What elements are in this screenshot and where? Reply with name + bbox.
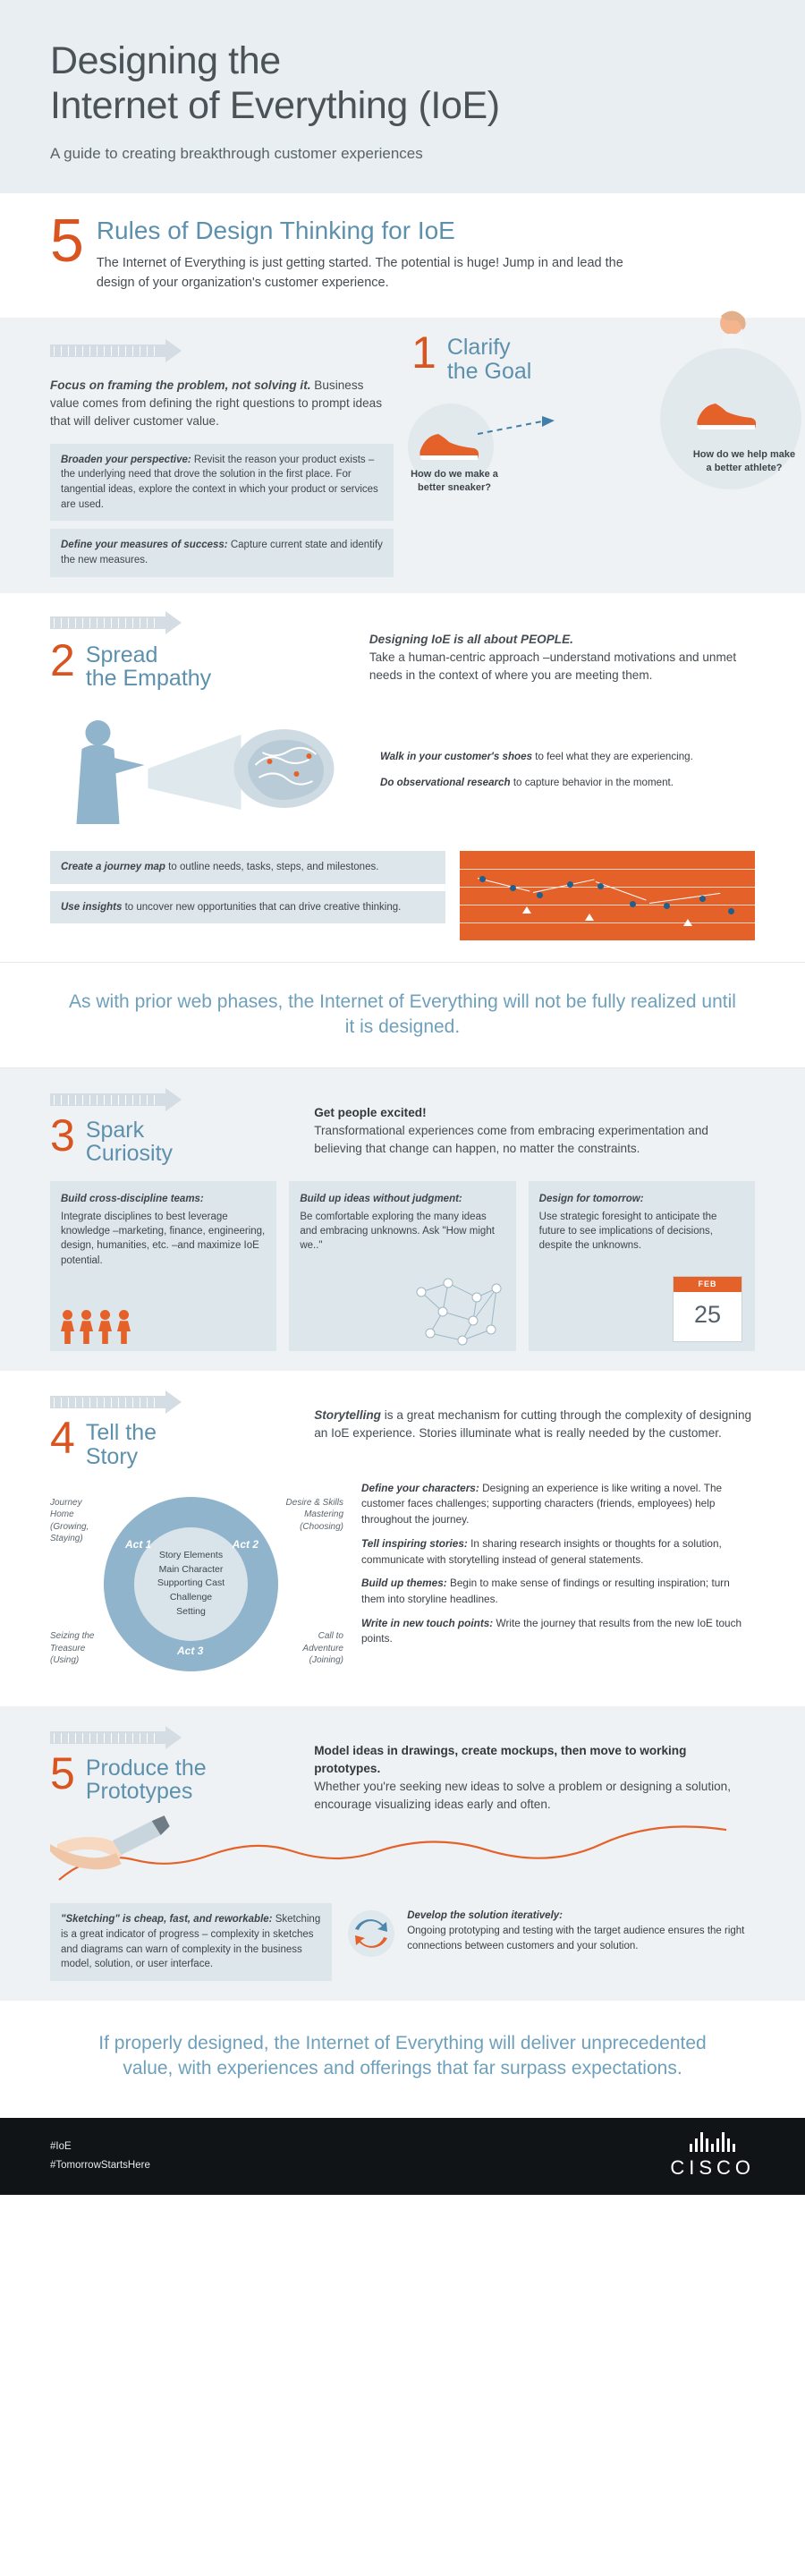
rule-3-lead-bold: Get people excited! [314,1105,427,1119]
sketching-hand-illustration [50,1814,755,1896]
rule-1-box-2-head: Define your measures of success: [61,540,228,551]
intro-body: The Internet of Everything is just getting started. The potential is huge! Jump in and lead the design of your organization's customer experience. [96,255,623,290]
page-footer [0,2118,805,2195]
ruler-icon-2 [50,611,184,634]
rule-5-number: 5 [50,1747,75,1798]
rule-3-number: 3 [50,1109,75,1160]
arrow-icon [478,416,560,443]
iterate-cycle-icon [346,1909,396,1959]
middle-quote: As with prior web phases, the Internet of Everything will not be fully realized until it is designed. [0,963,805,1067]
rule-2-box-2: Use insights to uncover new opportunities that can drive creative thinking. [50,891,445,924]
rule-1-box-2 [50,529,394,576]
sneaker-icon-right [694,395,758,430]
sneaker-icon-left [417,425,481,461]
rule-5-title-line-1: Produce the [85,1755,207,1781]
rule-4-title [86,1421,157,1468]
wheel-label-desire-skills: Desire & Skills Mastering (Choosing) [285,1497,343,1532]
rule-3-card-1: Build cross-discipline teams: Integrate disciplines to best leverage knowledge –marketing, finance, engineering, design, humanities, etc. –and maximize IoE potential. [50,1181,276,1351]
rule-1-box-1-head: Broaden your perspective: [61,454,191,465]
rule-4-title-line-1: Tell the [85,1420,157,1446]
rule-5-box-2: Develop the solution iteratively: Ongoing prototyping and testing with the target audience ensures the right connections between customers and your solution. [407,1910,745,1951]
rule-5-title-line-2: Prototypes [85,1779,193,1805]
rule-1-box-2-text: Capture current state and identify the new measures. [61,540,383,565]
rule-1-title-line-2: the Goal [446,358,532,384]
cisco-wordmark: CISCO [670,2156,755,2180]
rule-1-box-1-text: Revisit the reason your product exists – the underlying need that drove the solution in the first place. For tangential ideas, explore the context in which your product or services are used. [61,454,378,510]
story-act-1: Act 1 [125,1537,152,1551]
rule-4-point-4: Write in new touch points: Write the journey that results from the new IoE touch points. [361,1616,742,1645]
rule-2-section [0,593,805,963]
rule-1-box-1 [50,444,394,522]
cisco-bars-icon [670,2132,755,2152]
rule-5-box-1: "Sketching" is cheap, fast, and reworkable: Sketching is a great indicator of progress – complexity in sketches and diagrams can warn of complexity in the business model, solution, or user interface. [50,1903,332,1981]
rule-4-lead-rest: is a great mechanism for cutting through the complexity of designing an IoE experience. Stories illuminate what is really needed by the customer. [314,1408,752,1441]
rule-3-title [86,1118,173,1166]
page-title [50,39,755,129]
rule-1-caption-left: How do we make a better sneaker? [411,469,498,494]
calendar-month: FEB [674,1277,741,1292]
ruler-icon [50,339,184,362]
wheel-label-journey-home: Journey Home (Growing, Staying) [50,1497,89,1544]
page-title-line-1: Designing the [50,39,281,82]
journey-map-chart [460,851,755,940]
ruler-icon-4 [50,1390,184,1414]
rule-4-points [361,1481,755,1687]
rule-5-lead-bold: Model ideas in drawings, create mockups, then move to working prototypes. [314,1743,687,1775]
rule-4-title-line-2: Story [85,1443,139,1469]
people-icons [61,1310,131,1344]
rule-1-title-line-1: Clarify [446,335,511,361]
rule-1-lead-bold: Focus on framing the problem, not solving it. [50,378,311,393]
rule-4-point-1: Define your characters: Designing an experience is like writing a novel. The customer faces challenges; supporting characters (friends, employees) help throughout the journey. [361,1481,723,1526]
intro-number: 5 [50,206,84,275]
rule-2-title-line-1: Spread [85,642,158,667]
story-wheel [50,1481,345,1687]
rule-2-title-line-2: the Empathy [85,665,212,691]
ruler-icon-5 [50,1726,184,1749]
rule-1-lead-rest: Business value comes from defining the right questions to prompt ideas that will deliver customer value. [50,378,383,429]
intro-title: Rules of Design Thinking for IoE [96,216,455,244]
intro-section [0,193,805,319]
story-act-2: Act 2 [232,1537,258,1551]
page-header [0,0,805,193]
rule-2-lead-bold: Designing IoE is all about PEOPLE. [369,632,573,646]
rule-1-caption-right: How do we help make a better athlete? [692,449,796,474]
rule-2-note-1: Walk in your customer's shoes to feel what they are experiencing. [379,750,693,762]
network-nodes-icon [403,1274,511,1348]
rule-5-title [86,1756,207,1804]
rule-2-note-2: Do observational research to capture behavior in the moment. [379,777,674,789]
rule-1-section [0,318,805,592]
hashtag-1: #IoE [50,2140,72,2152]
calendar-day: 25 [693,1301,721,1329]
rule-4-section [0,1371,805,1706]
rule-3-card-2: Build up ideas without judgment: Be comfortable exploring the many ideas and embracing unknowns. Ask "How might we.." [289,1181,515,1351]
calendar-icon [673,1276,742,1342]
rule-3-title-line-2: Curiosity [85,1141,174,1167]
rule-3-card-3: Design for tomorrow: Use strategic foresight to anticipate the future to see implications of decisions, despite the unknowns. FEB 25 [529,1181,755,1351]
rule-1-title [447,336,532,383]
page-subtitle: A guide to creating breakthrough customer experiences [50,144,423,162]
rule-2-number: 2 [50,634,75,685]
wheel-label-seizing-treasure: Seizing the Treasure (Using) [50,1631,95,1666]
rule-2-lead-rest: Take a human-centric approach –understand motivations and unmet needs in the context of where you are meeting them. [369,650,737,682]
hashtag-2: #TomorrowStartsHere [50,2159,150,2171]
observer-illustration [50,702,369,837]
story-wheel-center: Story Elements Main Character Supporting Cast Challenge Setting [134,1527,248,1641]
rule-3-title-line-1: Spark [85,1117,145,1143]
rule-5-section [0,1706,805,2001]
hashtags [50,2138,150,2174]
rule-4-number: 4 [50,1413,75,1464]
rule-4-point-3: Build up themes: Begin to make sense of findings or resulting inspiration; turn them into storyline headlines. [361,1577,730,1605]
rule-4-lead-bold: Storytelling [314,1408,381,1423]
story-act-3: Act 3 [177,1644,204,1657]
cisco-logo [670,2132,755,2180]
rule-5-lead-rest: Whether you're seeking new ideas to solve a problem or designing a solution, encourage visualizing ideas early and often. [314,1780,732,1812]
rule-4-point-2: Tell inspiring stories: In sharing research insights or thoughts for a solution, communicate with storytelling instead of general statements. [361,1536,722,1566]
rule-3-section [0,1068,805,1372]
wheel-label-call-to-adventure: Call to Adventure (Joining) [302,1631,343,1666]
rule-1-number: 1 [411,327,436,378]
rule-3-lead-rest: Transformational experiences come from embracing experimentation and believing that change can happen, no matter the constraints. [314,1123,708,1156]
page-title-line-2: Internet of Everything (IoE) [50,83,500,127]
closing-quote: If properly designed, the Internet of Everything will deliver unprecedented value, with experiences and offerings that far surpass expectations. [0,2001,805,2118]
ruler-icon-3 [50,1088,184,1111]
rule-2-box-1: Create a journey map to outline needs, tasks, steps, and milestones. [50,851,445,884]
rule-2-title [86,643,211,691]
